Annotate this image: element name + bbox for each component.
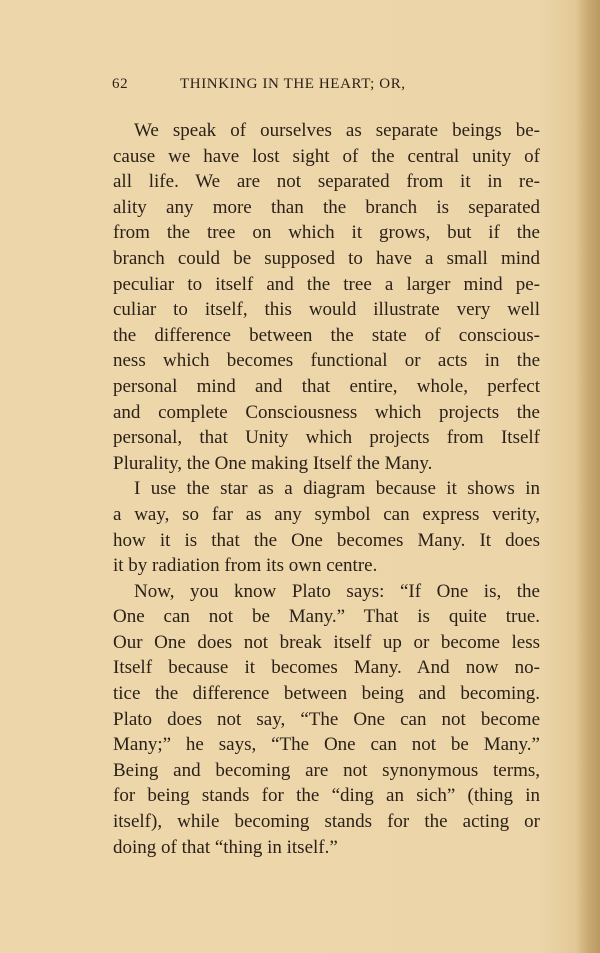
text-line: tice the difference between being and becoming. (113, 683, 540, 705)
text-line: from the tree on which it grows, but if the (113, 222, 540, 244)
text-line: One can not be Many.” That is quite true. (113, 606, 540, 628)
text-line: how it is that the One becomes Many. It does (113, 529, 540, 551)
text-line: all life. We are not separated from it in re- (113, 171, 540, 193)
text-line: We speak of ourselves as separate beings be- (134, 120, 540, 141)
text-line: personal, that Unity which projects from Itself (113, 427, 540, 449)
text-line: Now, you know Plato says: “If One is, the (134, 580, 540, 602)
text-line: ality any more than the branch is separated (113, 196, 540, 218)
text-line: personal mind and that entire, whole, perfect (113, 375, 540, 397)
text-line: for being stands for the “ding an sich” (thing in (113, 785, 540, 807)
text-line: I use the star as a diagram because it shows in (134, 478, 540, 500)
text-line: a way, so far as any symbol can express verity, (113, 503, 540, 525)
text-line: the difference between the state of conscious- (113, 324, 540, 346)
paragraph (113, 579, 540, 861)
text-line: it by radiation from its own centre. (113, 555, 378, 577)
text-line: and complete Consciousness which projects the (113, 401, 540, 423)
text-line: Being and becoming are not synonymous terms, (113, 759, 540, 781)
text-line: doing of that “thing in itself.” (113, 836, 338, 858)
text-line: culiar to itself, this would illustrate very well (113, 299, 540, 321)
paragraph (113, 118, 540, 476)
text-line: branch could be supposed to have a small mind (113, 247, 540, 269)
text-line: Our One does not break itself up or become less (113, 631, 540, 653)
text-line: Itself because it becomes Many. And now no- (113, 657, 540, 679)
text-line: ness which becomes functional or acts in the (113, 350, 540, 372)
text-line: itself), while becoming stands for the acting or (113, 811, 540, 833)
body-text (113, 118, 540, 860)
text-line: peculiar to itself and the tree a larger mind pe- (113, 273, 540, 295)
text-line: cause we have lost sight of the central unity of (113, 145, 540, 167)
text-line: Many;” he says, “The One can not be Many.” (113, 734, 540, 756)
running-header (112, 76, 542, 98)
page-number: 62 (112, 76, 129, 92)
text-line: Plurality, the One making Itself the Many. (113, 452, 433, 474)
paragraph (113, 476, 540, 578)
text-line: Plato does not say, “The One can not become (113, 708, 540, 730)
running-title: THINKING IN THE HEART; OR, (180, 76, 406, 92)
